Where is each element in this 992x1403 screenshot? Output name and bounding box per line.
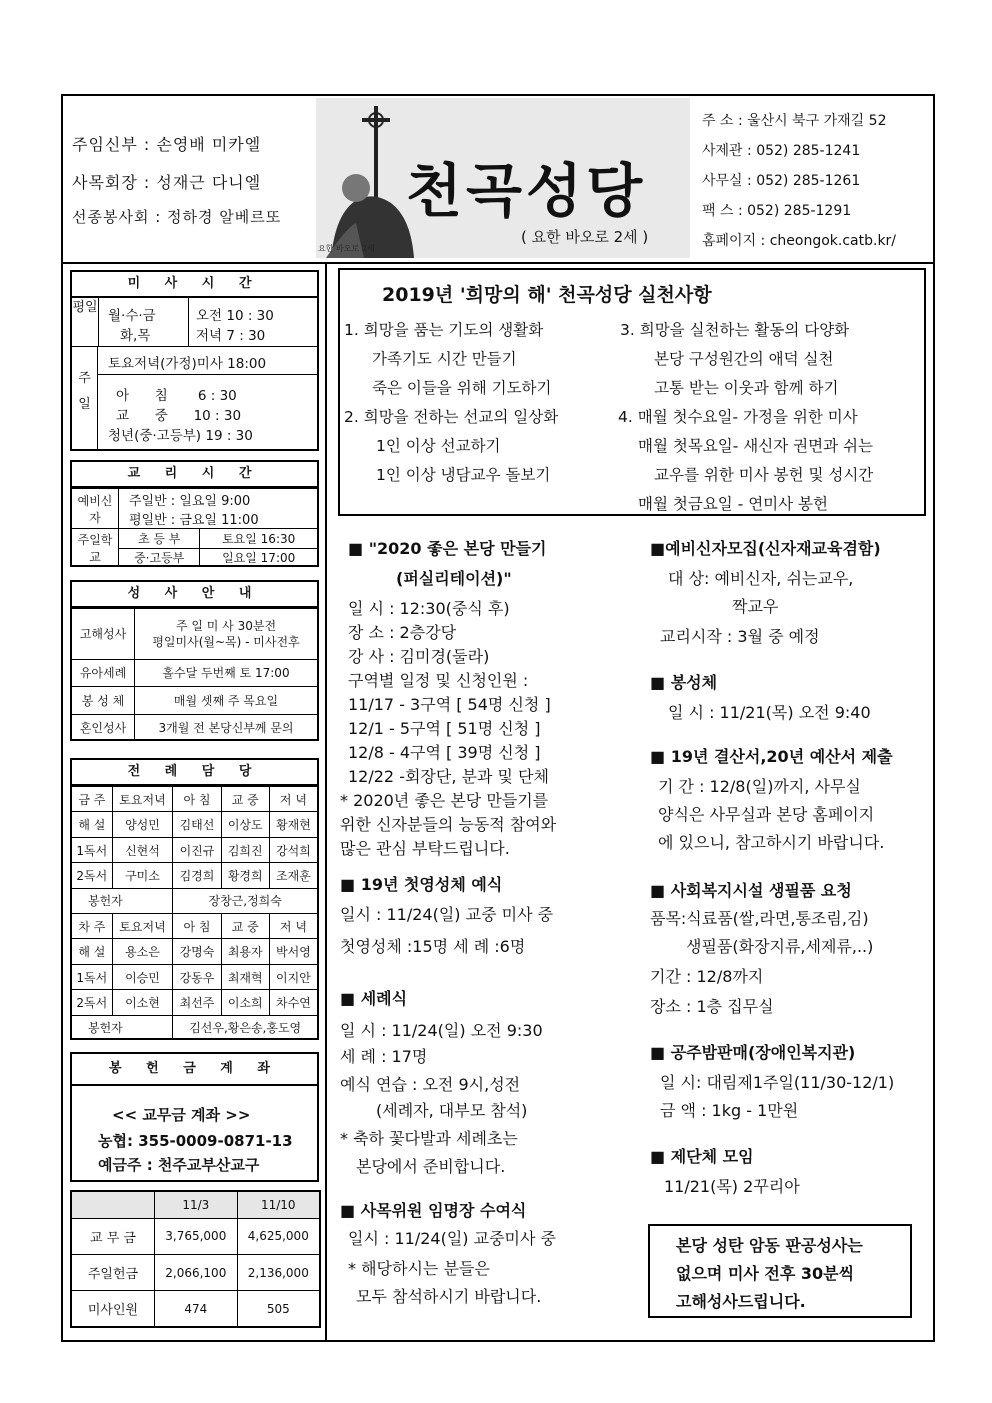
baptism-note-1: * 축하 꽃다발과 세례초는 [340,1129,518,1148]
catechism-title: 교 리 시 간 [72,462,317,488]
cell: 1독서 [72,837,112,862]
bazaar-date: 일 시: 대림제1주일(11/30-12/1) [660,1073,895,1092]
cell: 아 침 [173,787,221,812]
weekday-days2: 화,목 [120,328,151,344]
cell: 봉헌자 [72,888,173,913]
practice-right-2: 본당 구성원간의 애덕 실천 [654,350,834,368]
cell: 474 [155,1291,238,1326]
catechumen-target: 대 상: 예비신자, 쉬는교우, [668,569,854,588]
finance-box [70,1190,321,1328]
cell: 강명숙 [173,939,221,964]
column-divider [325,262,327,1342]
cell: 최재혁 [221,964,269,989]
confession-label: 고해성사 [72,609,135,660]
budget-period: 기 간 : 12/8(일)까지, 사무실 [658,777,861,796]
cell: 저 녁 [269,787,317,812]
contact-office: 사무실 : 052) 285-1261 [702,173,861,189]
catechism-box [70,460,319,567]
notice-line-3: 고해성사드립니다. [676,1292,806,1311]
cell: 해 설 [72,812,112,837]
cell: 김태선 [173,812,221,837]
sacraments-box [70,580,319,741]
practice-right-7: 매월 첫금요일 - 연미사 봉헌 [638,495,829,513]
cell: 해 설 [72,939,112,964]
cell: 신현석 [112,837,173,862]
contact-fax: 팩 스 : 052) 285-1291 [702,203,852,219]
facilitation-note-1: * 2020년 좋은 본당 만들기를 [340,791,549,810]
facilitation-note-2: 위한 신자분들의 능동적 참여와 [340,815,557,834]
communion-sick-title: ■ 봉성체 [650,673,718,692]
cell: 교 무 금 [72,1218,155,1254]
account-line1: << 교무금 계좌 >> [112,1106,251,1124]
confession-info: 주 일 미 사 30분전 평일미사(월~목) - 미사전후 [135,609,318,660]
cell: 저 녁 [269,914,317,939]
catechumen-label: 예비신자 [72,489,119,529]
welfare-items-1: 품목:식료품(쌀,라면,통조림,김) [650,909,869,928]
communion-sick-info: 매월 셋째 주 목요일 [135,687,318,715]
weekday-time2: 저녁 7 : 30 [196,328,266,344]
sunday-main: 교 중 10 : 30 [116,408,242,424]
facilitation-schedule-1: 11/17 - 3구역 [ 54명 신청 ] [348,695,551,714]
facilitation-date: 일 시 : 12:30(중식 후) [348,599,510,618]
appointment-title: ■ 사목위원 임명장 수여식 [340,1201,527,1220]
welfare-place: 장소 : 1층 집무실 [650,997,774,1016]
cell: 주일헌금 [72,1254,155,1290]
staff-funeral: 선종봉사회 : 정하경 알베르또 [72,208,282,226]
bazaar-price: 금 액 : 1kg - 1만원 [660,1101,799,1120]
communion-sick-label: 봉 성 체 [72,687,135,715]
welfare-items-2: 생필품(화장지류,세제류,..) [686,937,874,956]
cell: 이지안 [269,964,317,989]
elementary-time: 토요일 16:30 [200,529,317,549]
practice-right-4: 4. 매월 첫수요일- 가정을 위한 미사 [618,408,858,426]
offering-account-title: 봉 헌 금 계 좌 [72,1054,317,1086]
staff-council: 사목회장 : 성재근 다니엘 [72,173,262,192]
facilitation-schedule-4: 12/22 -회장단, 분과 및 단체 [348,767,549,786]
mass-times-box [70,270,319,451]
cell: 강석희 [269,837,317,862]
baptism-count: 세 례 : 17명 [340,1047,428,1066]
cell: 이소희 [221,990,269,1015]
cell: 이승민 [112,964,173,989]
cell: 이진규 [173,837,221,862]
cell: 김선우,황은송,홍도영 [173,1015,317,1040]
practice-left-3: 죽은 이들을 위해 기도하기 [372,379,552,397]
first-communion-count: 첫영성체 :15명 세 례 :6명 [340,937,526,956]
cell: 1독서 [72,964,112,989]
middle-high-label: 중·고등부 [119,548,200,567]
sunday-school-label: 주일학교 [72,529,119,568]
welfare-title: ■ 사회복지시설 생필품 요청 [650,881,852,900]
facilitation-title: ■ "2020 좋은 본당 만들기 [348,539,547,558]
facilitation-schedule-head: 구역별 일정 및 신청인원 : [348,671,529,690]
cell: 차 주 [72,914,112,939]
appointment-date: 일시 : 11/24(일) 교중미사 중 [348,1229,556,1248]
cell: 이상도 [221,812,269,837]
liturgy-box [70,758,319,1040]
altar-date: 11/21(목) 2꾸리아 [664,1177,800,1196]
middle-high-time: 일요일 17:00 [200,548,317,567]
practice-title: 2019년 '희망의 해' 천곡성당 실천사항 [382,284,712,306]
notice-line-2: 없으며 미사 전후 30분씩 [676,1264,855,1283]
weekday-sep [188,298,189,346]
facilitation-schedule-2: 12/1 - 5구역 [ 51명 신청 ] [348,719,541,738]
first-communion-title: ■ 19년 첫영성체 예식 [340,875,503,894]
practice-left-6: 1인 이상 냉담교우 돌보기 [376,466,551,484]
practice-box [338,268,926,516]
sunday-sep [98,374,317,375]
cell: 이소현 [112,990,173,1015]
catechumen-title: ■예비신자모집(신자재교육겸함) [650,539,881,558]
cell: 박서영 [269,939,317,964]
finance-table [72,1192,319,1326]
catechism-sunday: 주일반 : 일요일 9:00 [129,493,251,509]
contact-address: 주 소 : 울산시 북구 가재길 52 [702,113,887,129]
pope-figure-illustration [316,98,416,258]
account-holder: 예금주 : 천주교부산교구 [98,1156,260,1174]
contact-homepage[interactable]: 홈페이지 : cheongok.catb.kr/ [702,233,897,249]
weekday-label: 평일 [72,298,99,347]
cell: 조재훈 [269,863,317,888]
account-number: 농협: 355-0009-0871-13 [98,1132,293,1150]
budget-note-2: 에 있으니, 참고하시기 바랍니다. [658,833,885,852]
cell: 구미소 [112,863,173,888]
staff-pastor: 주임신부 : 손영배 미카엘 [72,135,262,154]
cell: 최용자 [221,939,269,964]
facilitation-speaker: 강 사 : 김미경(둘라) [348,647,490,666]
cell: 505 [237,1291,319,1326]
cell: 아 침 [173,914,221,939]
practice-left-5: 1인 이상 선교하기 [376,437,501,455]
practice-right-1: 3. 희망을 실천하는 활동의 다양화 [620,321,850,339]
cell: 3,765,000 [155,1218,238,1254]
practice-left-2: 가족기도 시간 만들기 [372,350,517,368]
cell: 토요저녁 [112,914,173,939]
weekday-time1: 오전 10 : 30 [196,308,274,324]
facilitation-title-2: (퍼실리테이션)" [396,569,512,588]
parish-banner [316,98,690,258]
sunday-morning: 아 침 6 : 30 [116,388,237,404]
mass-times-title: 미 사 시 간 [72,272,317,298]
cell: 황재현 [269,812,317,837]
cell: 2,136,000 [237,1254,319,1290]
cell: 김경희 [173,863,221,888]
bazaar-title: ■ 공주밤판매(장애인복지관) [650,1043,856,1062]
baptism-title: ■ 세례식 [340,989,408,1008]
altar-title: ■ 제단체 모임 [650,1147,754,1166]
practice-right-6: 교우를 위한 미사 봉헌 및 성시간 [654,466,874,484]
infant-baptism-info: 홀수달 두번째 토 17:00 [135,659,318,687]
practice-right-5: 매월 첫목요일- 새신자 권면과 쉬는 [638,437,873,455]
parish-title: 천곡성당 [406,157,647,225]
appointment-note-2: 모두 참석하시기 바랍니다. [356,1287,542,1306]
mass-sep [72,346,317,347]
weekday-days1: 월·수·금 [108,308,156,324]
sunday-label: 주일 [72,346,98,450]
cell: 차수연 [269,990,317,1015]
cell: 최선주 [173,990,221,1015]
elementary-label: 초 등 부 [119,529,200,549]
cell [72,1192,155,1218]
facilitation-note-3: 많은 관심 부탁드립니다. [340,839,510,858]
cell: 김희진 [221,837,269,862]
catechumen-target-2: 짝교우 [732,597,779,616]
practice-left-1: 1. 희망을 품는 기도의 생활화 [344,321,544,339]
cell: 미사인원 [72,1291,155,1326]
saturday-mass: 토요저녁(가정)미사 18:00 [108,356,267,372]
liturgy-table [72,786,317,1040]
liturgy-title: 전 례 담 당 [72,760,317,786]
cell: 토요저녁 [112,787,173,812]
cell: 황경희 [221,863,269,888]
cell: 2독서 [72,863,112,888]
cell: 교 중 [221,787,269,812]
cell: 교 중 [221,914,269,939]
cell: 11/3 [155,1192,238,1218]
practice-right-3: 고통 받는 이웃과 함께 하기 [654,379,839,397]
cell: 장창근,정희숙 [173,888,317,913]
cell: 11/10 [237,1192,319,1218]
sacraments-title: 성 사 안 내 [72,582,317,608]
appointment-note-1: * 해당하시는 분들은 [348,1259,490,1278]
contact-rectory: 사제관 : 052) 285-1241 [702,143,861,159]
baptism-rehearsal-note: (세례자, 대부모 참석) [376,1101,528,1120]
budget-title: ■ 19년 결산서,20년 예산서 제출 [650,747,893,766]
cell: 용소은 [112,939,173,964]
practice-left-4: 2. 희망을 전하는 선교의 일상화 [344,408,559,426]
sunday-youth: 청년(중·고등부) 19 : 30 [108,428,253,444]
welfare-period: 기간 : 12/8까지 [650,967,764,986]
facilitation-schedule-3: 12/8 - 4구역 [ 39명 신청 ] [348,743,541,762]
catechumen-start: 교리시작 : 3월 중 예정 [660,627,820,646]
marriage-label: 혼인성사 [72,714,135,741]
cell: 양성민 [112,812,173,837]
notice-line-1: 본당 성탄 암동 판공성사는 [676,1236,863,1255]
facilitation-place: 장 소 : 2층강당 [348,623,457,642]
infant-baptism-label: 유아세례 [72,659,135,687]
cell: 4,625,000 [237,1218,319,1254]
cell: 강동우 [173,964,221,989]
header-divider [61,262,935,264]
baptism-note-2: 본당에서 준비합니다. [356,1157,506,1176]
image-caption: 요한 바오로 2세 [318,244,375,253]
catechism-weekday: 평일반 : 금요일 11:00 [129,512,259,528]
baptism-date: 일 시 : 11/24(일) 오전 9:30 [340,1021,543,1040]
marriage-info: 3개월 전 본당신부께 문의 [135,714,318,741]
offering-account-box [70,1052,319,1182]
budget-note-1: 양식은 사무실과 본당 홈페이지 [658,805,875,824]
patron-subtitle: ( 요한 바오로 2세 ) [521,228,649,246]
cell: 2독서 [72,990,112,1015]
confession-notice-box [648,1224,912,1318]
cell: 봉헌자 [72,1015,173,1040]
baptism-rehearsal: 예식 연습 : 오전 9시,성전 [340,1075,521,1094]
first-communion-date: 일시 : 11/24(일) 교중 미사 중 [340,905,554,924]
cell: 2,066,100 [155,1254,238,1290]
communion-sick-date: 일 시 : 11/21(목) 오전 9:40 [668,703,871,722]
cell: 금 주 [72,787,112,812]
